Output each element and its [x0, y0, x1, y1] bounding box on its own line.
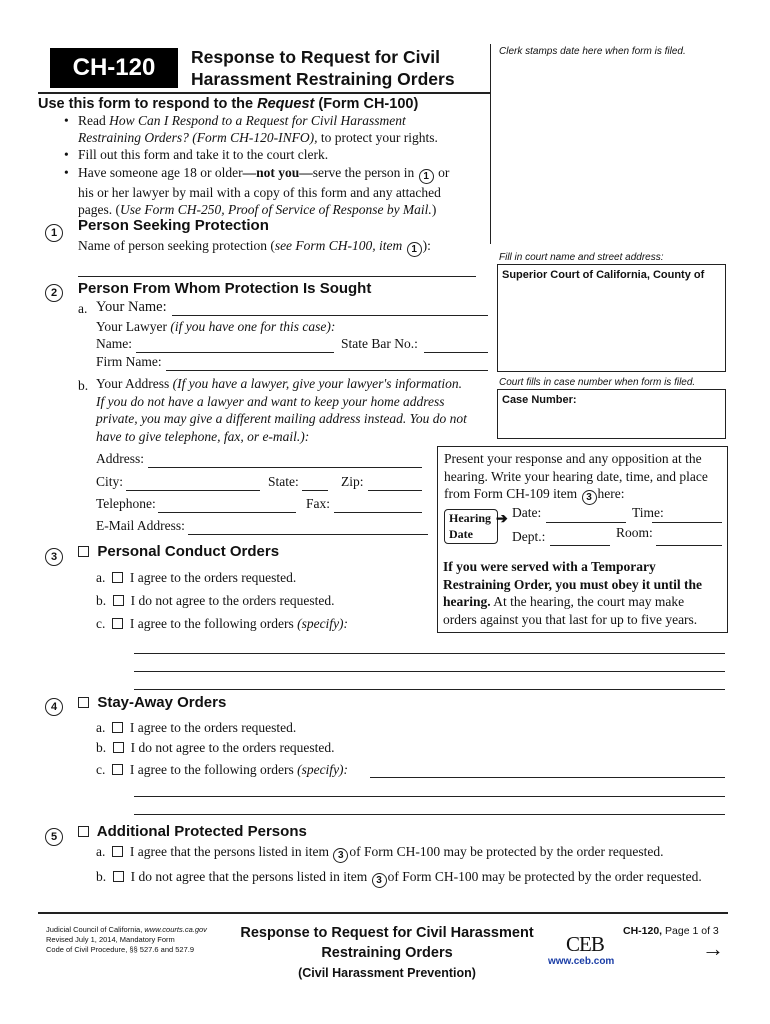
item-3a: a. I agree to the orders requested.	[96, 570, 297, 585]
court-name-box[interactable]	[497, 264, 726, 372]
item-4c-field-2[interactable]	[134, 796, 725, 797]
item-5-header: Additional Protected Persons	[78, 823, 307, 840]
item-ref-circle: 1	[419, 169, 434, 184]
form-code: CH-120	[72, 54, 156, 81]
item-4-number: 4	[45, 698, 63, 716]
case-number-label: Court fills in case number when form is filed.	[499, 377, 696, 388]
item-4a: a. I agree to the orders requested.	[96, 720, 297, 735]
item-5a-checkbox[interactable]	[112, 846, 123, 857]
clerk-stamp-label: Clerk stamps date here when form is filed.	[499, 46, 686, 57]
item-3-number: 3	[45, 548, 63, 566]
your-lawyer-label: Your Lawyer (if you have one for this case):	[96, 319, 336, 334]
item-5b-checkbox[interactable]	[113, 871, 124, 882]
form-title-line1: Response to Request for Civil	[191, 47, 440, 67]
hearing-time-field[interactable]	[652, 522, 722, 523]
hearing-date-tag: Hearing Date	[444, 509, 498, 544]
form-title	[191, 46, 455, 90]
item-3c-field-2[interactable]	[134, 671, 725, 672]
use-form-heading: Use this form to respond to the Request (Form CH-100)	[38, 96, 419, 112]
email-label: E-Mail Address:	[96, 518, 185, 533]
item-3-header: Personal Conduct Orders	[78, 543, 279, 560]
court-title: Superior Court of California, County of	[502, 269, 705, 281]
address-label: Address:	[96, 451, 144, 466]
email-field[interactable]	[188, 534, 428, 535]
item-5a: a. I agree that the persons listed in item 3 of Form CH-100 may be protected by the order requested.	[96, 844, 664, 861]
lawyer-name-label: Name:	[96, 336, 132, 351]
form-title-line2: Harassment Restraining Orders	[191, 69, 455, 89]
telephone-label: Telephone:	[96, 496, 156, 511]
item-4a-checkbox[interactable]	[112, 722, 123, 733]
zip-label: Zip:	[341, 474, 364, 489]
next-page-arrow-icon[interactable]: →	[702, 936, 724, 961]
tro-warning: If you were served with a Temporary Restraining Order, you must obey it until the hearing. At the hearing, the court may make orders against you that last for up to five years.	[443, 559, 703, 627]
fax-field[interactable]	[334, 512, 422, 513]
header-rule	[38, 92, 490, 94]
item-1-number: 1	[45, 224, 63, 242]
hearing-dept-label: Dept.:	[512, 529, 546, 544]
hearing-dept-field[interactable]	[550, 545, 610, 546]
item-4c-field-3[interactable]	[134, 814, 725, 815]
lawyer-name-field[interactable]	[136, 352, 334, 353]
your-name-field[interactable]	[172, 315, 488, 316]
fax-label: Fax:	[306, 496, 331, 511]
item-4b-checkbox[interactable]	[113, 742, 124, 753]
state-bar-field[interactable]	[424, 352, 488, 353]
hearing-room-field[interactable]	[656, 545, 722, 546]
item-3b-checkbox[interactable]	[113, 595, 124, 606]
firm-name-field[interactable]	[166, 370, 488, 371]
item-3a-checkbox[interactable]	[112, 572, 123, 583]
state-field[interactable]	[302, 490, 328, 491]
clerk-stamp-divider	[490, 44, 491, 244]
ceb-logo: CEB	[566, 932, 604, 956]
item-4-checkbox[interactable]	[78, 697, 89, 708]
item-3b: b. I do not agree to the orders requested.	[96, 593, 335, 608]
page-indicator: CH-120, Page 1 of 3	[623, 925, 719, 937]
item-3c-field-1[interactable]	[134, 653, 725, 654]
item-1-label: Name of person seeking protection (see Form CH-100, item 1 ):	[78, 238, 431, 255]
city-field[interactable]	[126, 490, 260, 491]
item-3-checkbox[interactable]	[78, 546, 89, 557]
item-2a-letter: a.	[78, 301, 88, 316]
state-label: State:	[268, 474, 299, 489]
item-1-header: Person Seeking Protection	[78, 217, 269, 234]
footer-council: Judicial Council of California, www.courts.ca.gov Revised July 1, 2014, Mandatory Form Code of Civil Procedure, §§ 527.6 and 527.9	[46, 925, 207, 954]
bullet-1: • Read How Can I Respond to a Request for Civil Harassment Restraining Orders? (Form CH-120-INFO), to protect your rights.	[64, 113, 438, 145]
case-number-title: Case Number:	[502, 394, 577, 406]
form-code-badge	[50, 48, 178, 88]
hearing-room-label: Room:	[616, 525, 653, 540]
item-3c-field-3[interactable]	[134, 689, 725, 690]
item-5b: b. I do not agree that the persons listed in item 3 of Form CH-100 may be protected by the order requested.	[96, 869, 702, 886]
item-4c-field-1[interactable]	[370, 777, 725, 778]
court-fill-label: Fill in court name and street address:	[499, 252, 664, 263]
your-name-label: Your Name:	[96, 299, 167, 315]
item-4c-checkbox[interactable]	[112, 764, 123, 775]
item-5-checkbox[interactable]	[78, 826, 89, 837]
telephone-field[interactable]	[158, 512, 296, 513]
item-5-number: 5	[45, 828, 63, 846]
protected-person-name-field[interactable]	[78, 276, 476, 277]
your-address-instructions: Your Address (If you have a lawyer, give your lawyer's information. If you do not have a lawyer and want to keep your home address private, you may give a different mailing address instead. You do not have to give telephone, fax, or e-mail.):	[96, 376, 467, 444]
item-4b: b. I do not agree to the orders requested.	[96, 740, 335, 755]
item-2b-letter: b.	[78, 378, 89, 393]
case-number-box[interactable]	[497, 389, 726, 439]
hearing-date-field[interactable]	[546, 522, 626, 523]
hearing-instructions: Present your response and any opposition at the hearing. Write your hearing date, time, and place from Form CH-109 item 3 here:	[444, 450, 708, 505]
item-4c: c. I agree to the following orders (specify):	[96, 762, 349, 777]
zip-field[interactable]	[368, 490, 422, 491]
footer-title: Response to Request for Civil Harassment Restraining Orders (Civil Harassment Prevention)	[240, 925, 534, 980]
hearing-arrow-icon: ➔	[496, 510, 508, 526]
bullet-2: • Fill out this form and take it to the court clerk.	[64, 147, 329, 162]
item-4-header: Stay-Away Orders	[78, 694, 226, 711]
hearing-time-label: Time:	[632, 505, 664, 520]
ceb-link[interactable]: www.ceb.com	[548, 956, 615, 967]
item-2-number: 2	[45, 284, 63, 302]
city-label: City:	[96, 474, 124, 489]
state-bar-label: State Bar No.:	[341, 336, 418, 351]
footer-rule	[38, 912, 728, 914]
item-3c-checkbox[interactable]	[112, 618, 123, 629]
address-field[interactable]	[148, 467, 422, 468]
item-2-header: Person From Whom Protection Is Sought	[78, 280, 372, 297]
firm-name-label: Firm Name:	[96, 354, 162, 369]
bullet-3: • Have someone age 18 or older—not you—serve the person in 1 or his or her lawyer by mail with a copy of this form and any attached pages. (Use Form CH-250, Proof of Service of Response by Mail.)	[64, 165, 450, 217]
item-3c: c. I agree to the following orders (specify):	[96, 616, 349, 631]
hearing-date-label: Date:	[512, 505, 542, 520]
